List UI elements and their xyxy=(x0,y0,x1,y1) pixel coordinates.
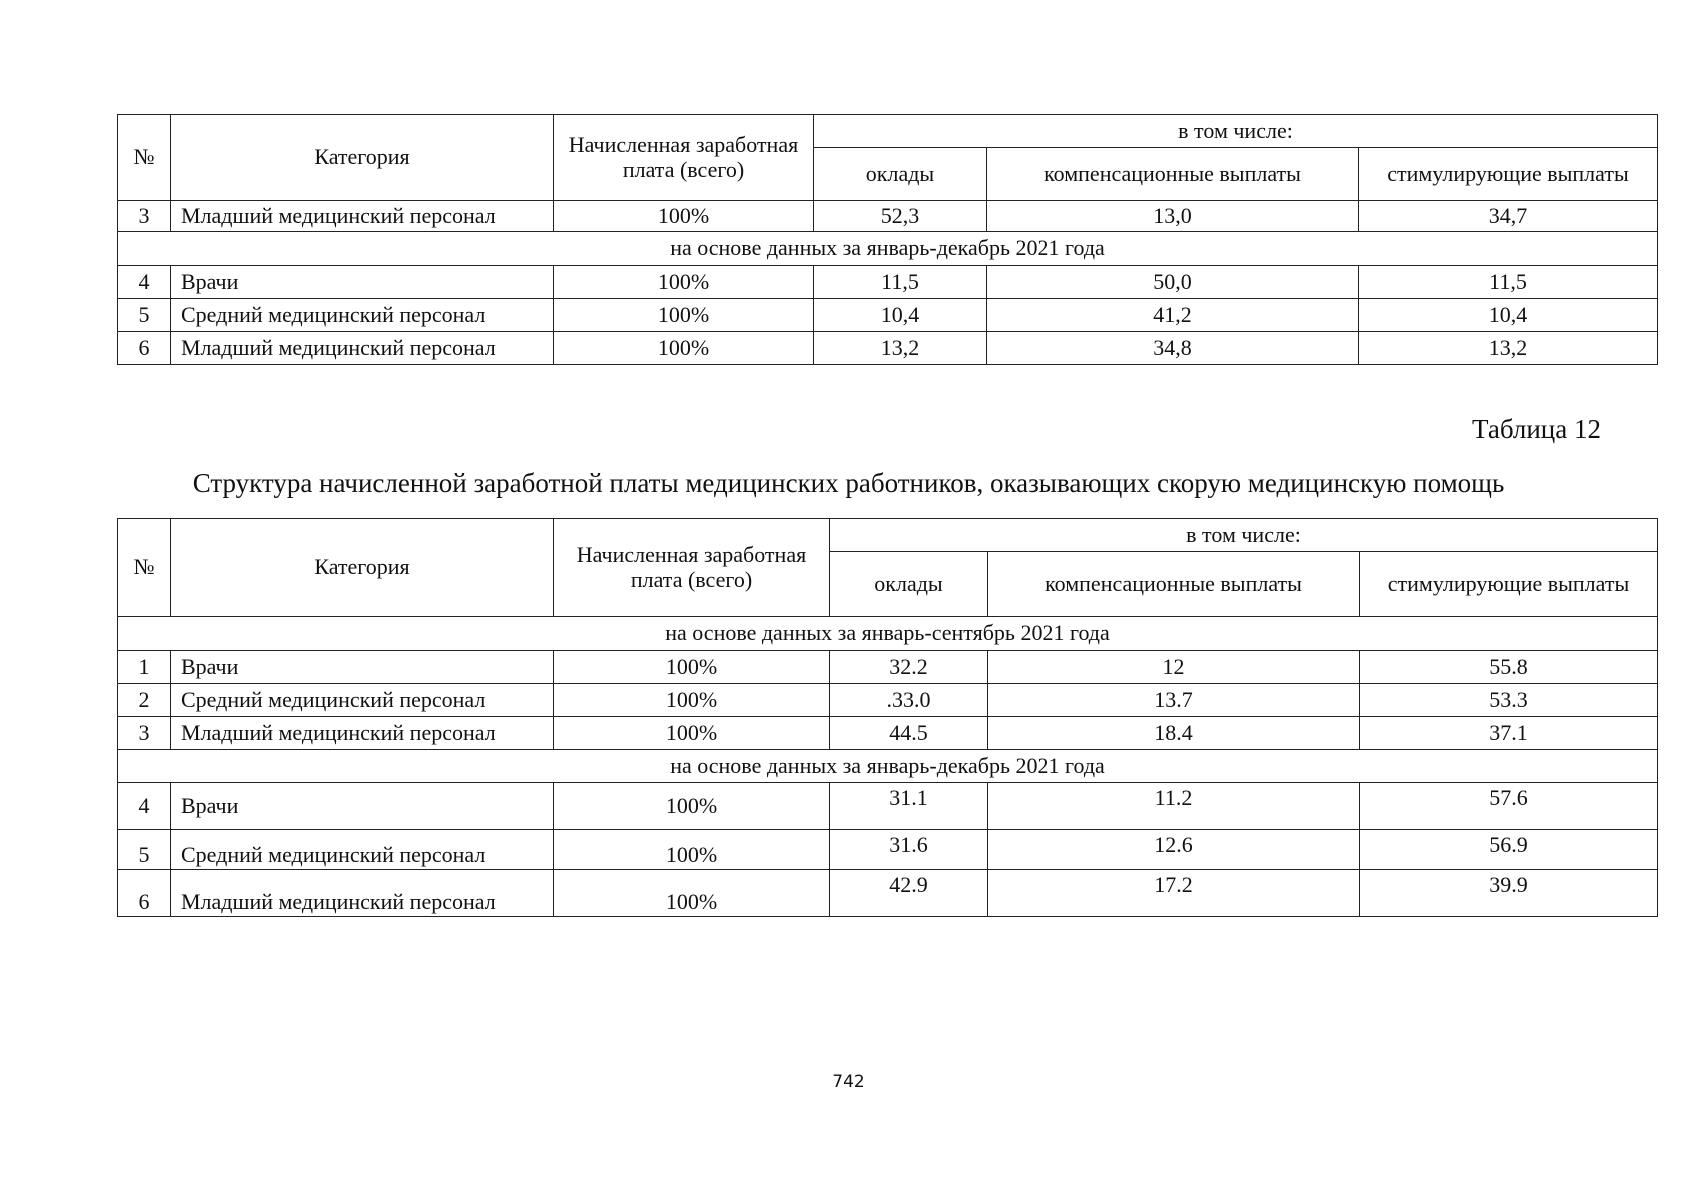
salary-structure-table xyxy=(117,518,1658,917)
header-compensation: компенсационные выплаты xyxy=(987,148,1359,201)
cell-compensation: 50,0 xyxy=(987,266,1359,299)
cell-category: Средний медицинский персонал xyxy=(171,830,554,870)
header-salaries: оклады xyxy=(814,148,987,201)
header-category: Категория xyxy=(171,115,554,201)
cell-num: 4 xyxy=(118,783,171,830)
table-row xyxy=(118,717,1658,750)
table-row xyxy=(118,201,1658,232)
cell-category: Врачи xyxy=(171,266,554,299)
header-salaries: оклады xyxy=(830,552,988,617)
cell-incentive: 34,7 xyxy=(1359,201,1658,232)
salary-table-continued xyxy=(117,114,1658,365)
section-header: на основе данных за январь-декабрь 2021 года xyxy=(118,232,1658,266)
cell-incentive: 53.3 xyxy=(1360,684,1658,717)
cell-salaries: 44.5 xyxy=(830,717,988,750)
cell-category: Младший медицинский персонал xyxy=(171,332,554,365)
cell-salaries: .33.0 xyxy=(830,684,988,717)
table-row xyxy=(118,651,1658,684)
table-row xyxy=(118,332,1658,365)
header-incentive: стимулирующие выплаты xyxy=(1360,552,1658,617)
cell-num: 6 xyxy=(118,870,171,917)
header-category: Категория xyxy=(171,519,554,617)
cell-category: Врачи xyxy=(171,651,554,684)
cell-incentive: 13,2 xyxy=(1359,332,1658,365)
table-row xyxy=(118,266,1658,299)
section-header: на основе данных за январь-декабрь 2021 года xyxy=(118,750,1658,783)
cell-num: 4 xyxy=(118,266,171,299)
cell-salaries: 13,2 xyxy=(814,332,987,365)
table-row xyxy=(118,830,1658,870)
cell-num: 3 xyxy=(118,201,171,232)
cell-incentive: 11,5 xyxy=(1359,266,1658,299)
cell-total: 100% xyxy=(554,651,830,684)
cell-category: Младший медицинский персонал xyxy=(171,717,554,750)
cell-incentive: 55.8 xyxy=(1360,651,1658,684)
header-including: в том числе: xyxy=(830,519,1658,552)
cell-num: 5 xyxy=(118,830,171,870)
cell-category: Младший медицинский персонал xyxy=(171,201,554,232)
page-number: 742 xyxy=(832,1072,865,1092)
cell-total: 100% xyxy=(554,783,830,830)
table-label: Таблица 12 xyxy=(1472,414,1601,444)
cell-compensation: 12.6 xyxy=(988,830,1360,870)
cell-salaries: 31.1 xyxy=(830,783,988,830)
cell-incentive: 37.1 xyxy=(1360,717,1658,750)
cell-salaries: 10,4 xyxy=(814,299,987,332)
cell-incentive: 10,4 xyxy=(1359,299,1658,332)
table-row xyxy=(118,684,1658,717)
cell-salaries: 11,5 xyxy=(814,266,987,299)
cell-salaries: 52,3 xyxy=(814,201,987,232)
cell-num: 5 xyxy=(118,299,171,332)
cell-salaries: 32.2 xyxy=(830,651,988,684)
cell-salaries: 31.6 xyxy=(830,830,988,870)
cell-num: 2 xyxy=(118,684,171,717)
header-incentive: стимулирующие выплаты xyxy=(1359,148,1658,201)
header-num: № xyxy=(118,519,171,617)
cell-incentive: 39.9 xyxy=(1360,870,1658,917)
cell-compensation: 34,8 xyxy=(987,332,1359,365)
header-total: Начисленная заработная плата (всего) xyxy=(554,519,830,617)
header-compensation: компенсационные выплаты xyxy=(988,552,1360,617)
cell-compensation: 17.2 xyxy=(988,870,1360,917)
cell-num: 3 xyxy=(118,717,171,750)
cell-total: 100% xyxy=(554,299,814,332)
cell-category: Врачи xyxy=(171,783,554,830)
cell-category: Средний медицинский персонал xyxy=(171,684,554,717)
header-num: № xyxy=(118,115,171,201)
cell-salaries: 42.9 xyxy=(830,870,988,917)
cell-num: 1 xyxy=(118,651,171,684)
cell-compensation: 18.4 xyxy=(988,717,1360,750)
cell-total: 100% xyxy=(554,266,814,299)
cell-total: 100% xyxy=(554,684,830,717)
table-title: Структура начисленной заработной платы медицинских работников, оказывающих скорую медицинскую помощь xyxy=(192,468,1505,498)
cell-compensation: 41,2 xyxy=(987,299,1359,332)
table-row xyxy=(118,299,1658,332)
cell-category: Младший медицинский персонал xyxy=(171,870,554,917)
cell-compensation: 11.2 xyxy=(988,783,1360,830)
cell-compensation: 13,0 xyxy=(987,201,1359,232)
cell-category: Средний медицинский персонал xyxy=(171,299,554,332)
table-row xyxy=(118,783,1658,830)
header-including: в том числе: xyxy=(814,115,1658,148)
header-total: Начисленная заработная плата (всего) xyxy=(554,115,814,201)
cell-compensation: 12 xyxy=(988,651,1360,684)
cell-num: 6 xyxy=(118,332,171,365)
cell-total: 100% xyxy=(554,830,830,870)
cell-incentive: 57.6 xyxy=(1360,783,1658,830)
section-header: на основе данных за январь-сентябрь 2021 года xyxy=(118,617,1658,651)
cell-total: 100% xyxy=(554,332,814,365)
cell-total: 100% xyxy=(554,201,814,232)
table-row xyxy=(118,870,1658,917)
cell-total: 100% xyxy=(554,870,830,917)
cell-total: 100% xyxy=(554,717,830,750)
cell-compensation: 13.7 xyxy=(988,684,1360,717)
cell-incentive: 56.9 xyxy=(1360,830,1658,870)
